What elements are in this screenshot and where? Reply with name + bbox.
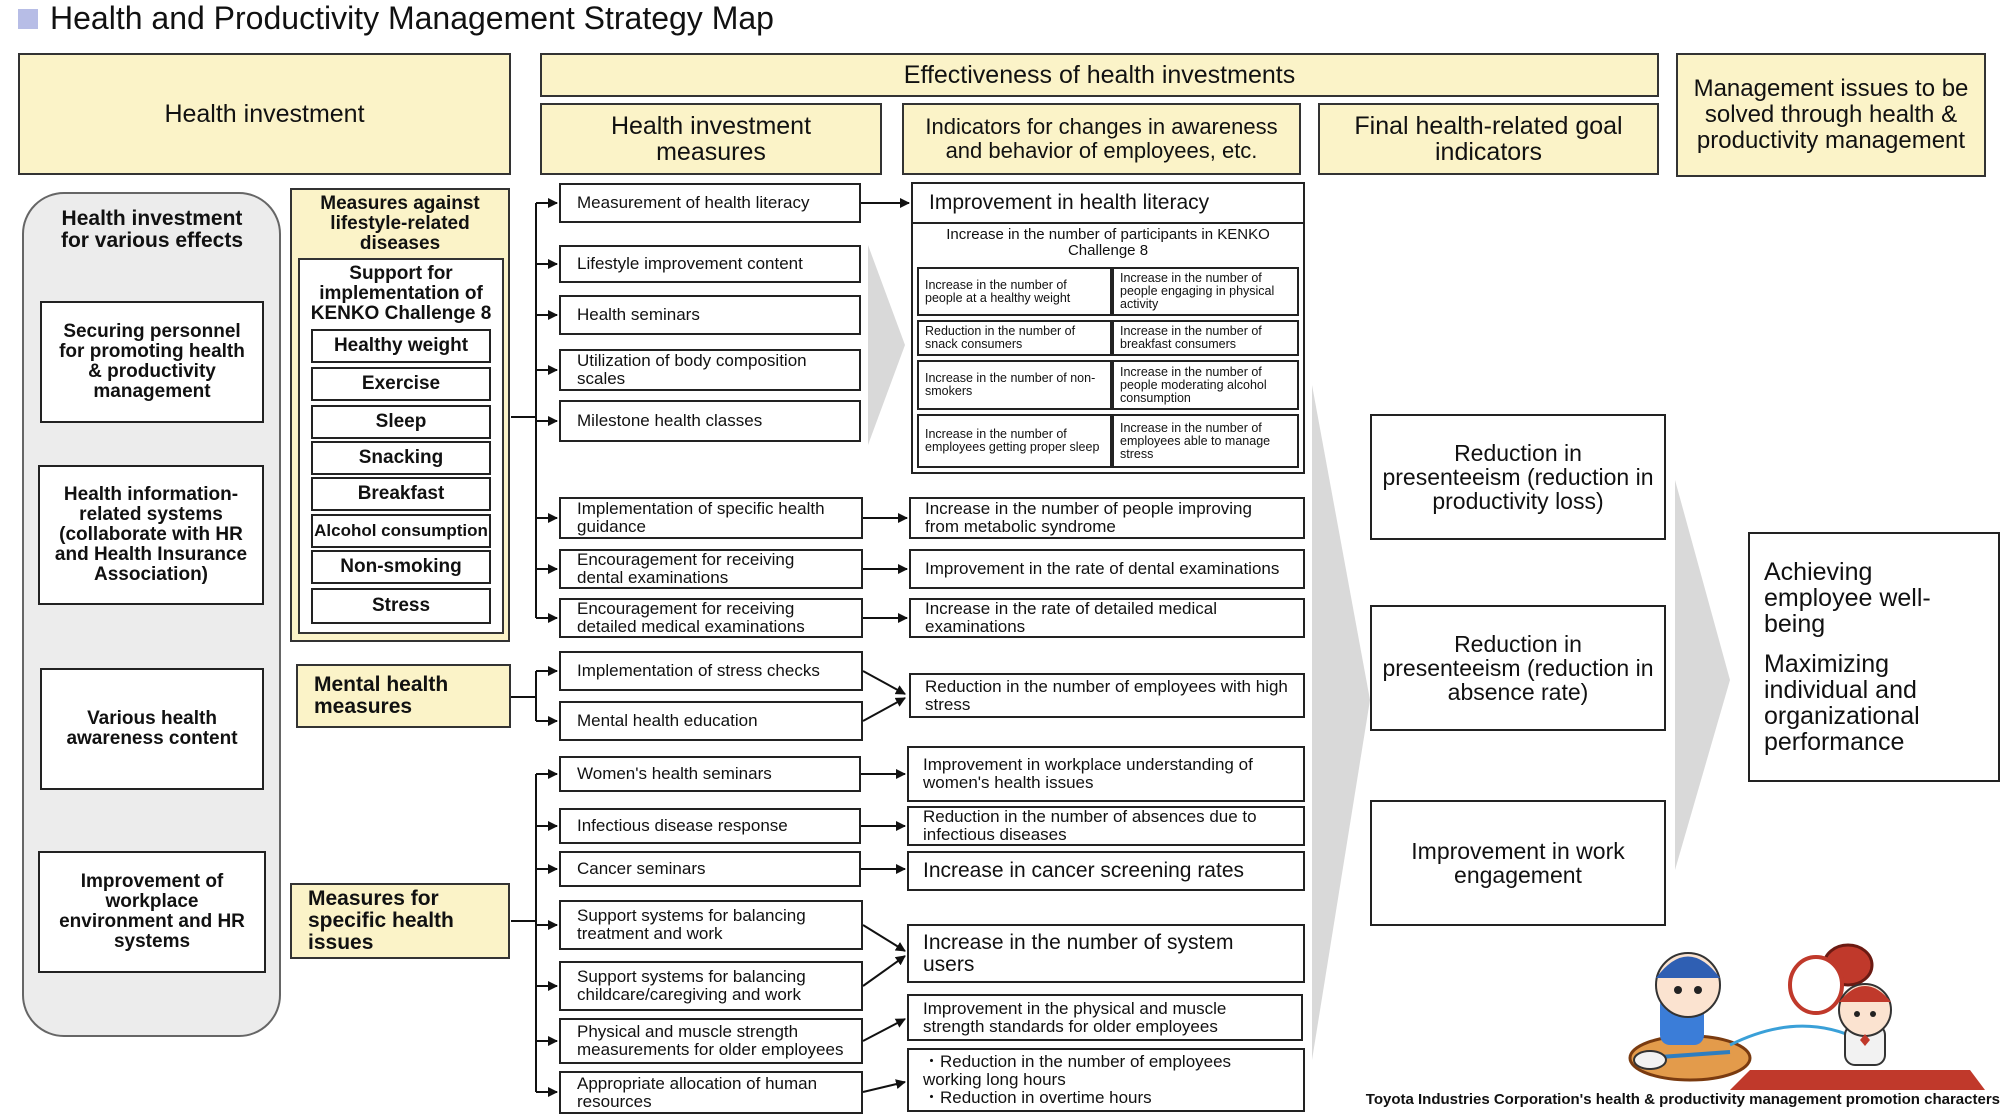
measure-treatment-balance: Support systems for balancing treatment and work (559, 900, 863, 950)
indicator-womens-understanding: Improvement in workplace understanding of women's health issues (907, 746, 1305, 802)
measure-cancer-seminars: Cancer seminars (559, 851, 861, 887)
header-final-goal: Final health-related goal indicators (1318, 103, 1659, 175)
kenko-grid-physical-activity: Increase in the number of people engaging in physical activity (1112, 267, 1299, 316)
measure-hr-allocation: Appropriate allocation of human resources (559, 1071, 863, 1114)
kenko-grid-healthy-weight: Increase in the number of people at a healthy weight (917, 267, 1112, 316)
left-item-personnel: Securing personnel for promoting health & productivity management (40, 301, 264, 423)
kenko-item-alcohol: Alcohol consumption (311, 514, 491, 548)
indicator-dental-rate: Improvement in the rate of dental examinations (909, 549, 1305, 589)
indicator-metabolic: Increase in the number of people improving from metabolic syndrome (909, 497, 1305, 539)
kenko-grid-stress: Increase in the number of employees able to manage stress (1112, 414, 1299, 468)
measure-lifestyle-content: Lifestyle improvement content (559, 245, 861, 283)
goal-presenteeism-absence: Reduction in presenteeism (reduction in absence rate) (1370, 605, 1666, 731)
kenko-item-stress: Stress (311, 588, 491, 624)
chevron-arrow-3 (1675, 480, 1730, 870)
left-item-awareness: Various health awareness content (40, 668, 264, 790)
indicator-cancer-screening: Increase in cancer screening rates (907, 851, 1305, 891)
kenko-item-snacking: Snacking (311, 441, 491, 475)
indicator-system-users: Increase in the number of system users (907, 924, 1305, 983)
left-item-info-systems: Health information-related systems (collaborate with HR and Health Insurance Association) (38, 465, 264, 605)
indicator-kenko-participants: Increase in the number of participants in KENKO Challenge 8 (946, 226, 1270, 259)
kenko-item-breakfast: Breakfast (311, 477, 491, 511)
header-health-investment: Health investment (18, 53, 511, 175)
measure-infectious-disease: Infectious disease response (559, 808, 861, 844)
kenko-item-non-smoking: Non-smoking (311, 550, 491, 584)
mascot-illustration (1630, 945, 1985, 1090)
measure-childcare-balance: Support systems for balancing childcare/caregiving and work (559, 961, 863, 1011)
measure-specific-guidance: Implementation of specific health guidance (559, 497, 863, 539)
page-title: Health and Productivity Management Strategy Map (50, 0, 774, 36)
indicator-overtime-line2: ・Reduction in overtime hours (923, 1088, 1152, 1107)
kenko-support-title: Support for implementation of KENKO Challenge 8 (310, 263, 492, 324)
measure-womens-seminars: Women's health seminars (559, 756, 861, 792)
kenko-grid-non-smokers: Increase in the number of non-smokers (917, 360, 1112, 410)
management-wellbeing: Achieving employee well-being (1764, 558, 1931, 638)
kenko-item-exercise: Exercise (311, 367, 491, 401)
indicator-high-stress: Reduction in the number of employees with high stress (909, 673, 1305, 718)
left-panel-title: Health investment for various effects (60, 207, 244, 252)
kenko-grid-snack: Reduction in the number of snack consumers (917, 320, 1112, 356)
measure-health-seminars: Health seminars (559, 295, 861, 335)
goal-work-engagement: Improvement in work engagement (1370, 800, 1666, 926)
measure-mental-education: Mental health education (559, 701, 863, 741)
measure-health-literacy: Measurement of health literacy (559, 183, 861, 223)
kenko-grid-alcohol: Increase in the number of people moderating alcohol consumption (1112, 360, 1299, 410)
indicator-long-hours-line1: ・Reduction in the number of employees working long hours (923, 1052, 1232, 1089)
measure-detailed-exams: Encouragement for receiving detailed medical examinations (559, 598, 863, 638)
chevron-arrow-1 (868, 245, 905, 445)
indicator-health-literacy: Improvement in health literacy (911, 182, 1305, 224)
specific-issues-title: Measures for specific health issues (290, 883, 510, 959)
kenko-item-healthy-weight: Healthy weight (311, 329, 491, 363)
lifestyle-title: Measures against lifestyle-related diseases (320, 193, 480, 254)
header-indicators: Indicators for changes in awareness and behavior of employees, etc. (902, 103, 1301, 175)
measure-stress-checks: Implementation of stress checks (559, 651, 863, 691)
kenko-item-sleep: Sleep (311, 405, 491, 439)
mental-health-title: Mental health measures (296, 664, 511, 728)
measure-dental-exams: Encouragement for receiving dental examinations (559, 549, 863, 589)
measure-older-strength: Physical and muscle strength measurements for older employees (559, 1018, 863, 1064)
measure-body-composition: Utilization of body composition scales (559, 349, 861, 391)
kenko-grid-breakfast: Increase in the number of breakfast consumers (1112, 320, 1299, 356)
header-management: Management issues to be solved through health & productivity management (1676, 53, 1986, 177)
kenko-grid-sleep: Increase in the number of employees getting proper sleep (917, 414, 1112, 468)
footer-caption: Toyota Industries Corporation's health & productivity management promotion characters (1365, 1091, 2000, 1108)
chevron-arrow-2 (1312, 385, 1370, 1060)
measure-milestone-classes: Milestone health classes (559, 400, 861, 442)
header-measures: Health investment measures (540, 103, 882, 175)
indicator-infectious-absences: Reduction in the number of absences due to infectious diseases (907, 806, 1305, 846)
indicator-detailed-rate: Increase in the rate of detailed medical examinations (909, 598, 1305, 638)
goal-presenteeism-productivity: Reduction in presenteeism (reduction in productivity loss) (1370, 414, 1666, 540)
management-performance: Maximizing individual and organizational performance (1764, 650, 1920, 756)
indicator-older-strength: Improvement in the physical and muscle strength standards for older employees (907, 994, 1303, 1041)
left-item-workplace: Improvement of workplace environment and HR systems (38, 851, 266, 973)
header-effectiveness: Effectiveness of health investments (540, 53, 1659, 97)
